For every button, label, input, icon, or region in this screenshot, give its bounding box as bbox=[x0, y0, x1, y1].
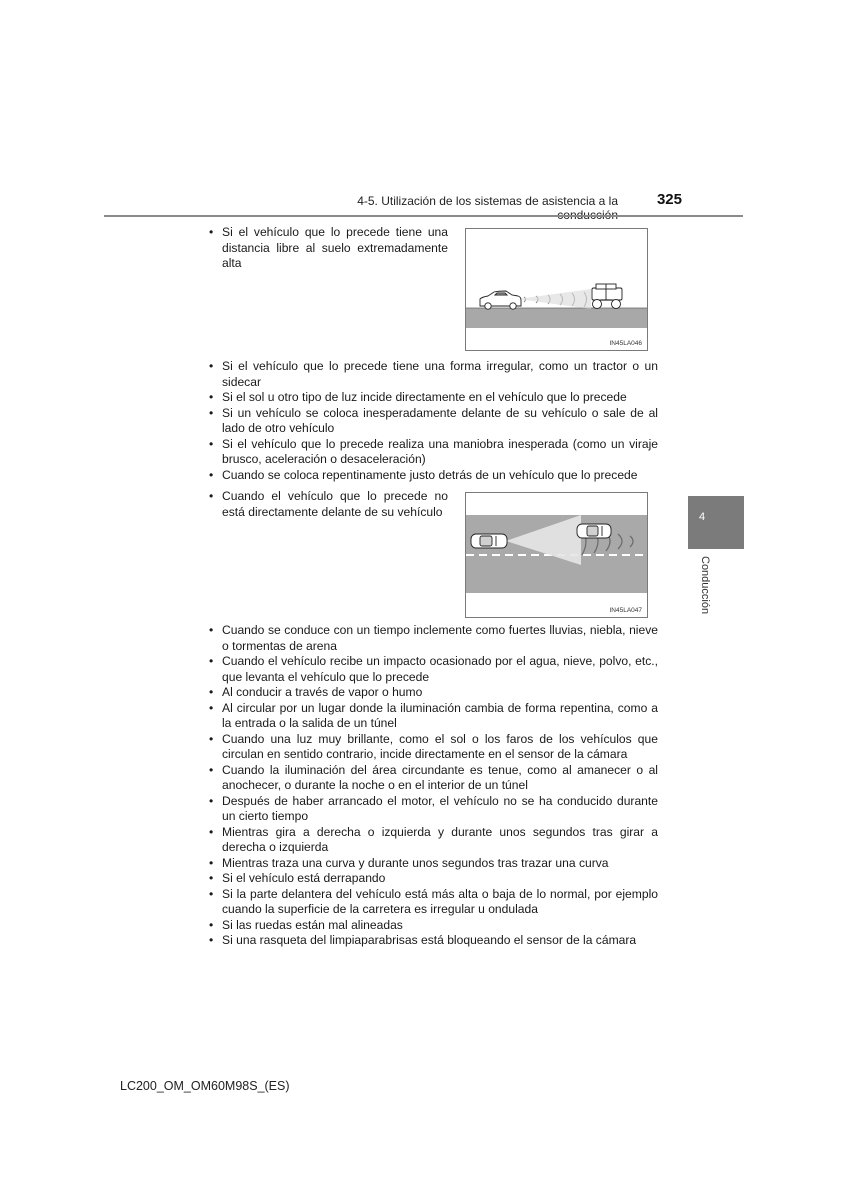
list-item: • Al circular por un lugar donde la iluminación cambia de forma repentina, como a la entrada o la salida de un túnel bbox=[208, 701, 658, 732]
list-item: • Cuando se coloca repentinamente justo detrás de un vehículo que lo precede bbox=[208, 468, 658, 484]
list-item: • Al conducir a través de vapor o humo bbox=[208, 685, 658, 701]
header-rule bbox=[104, 215, 743, 217]
list-item: • Cuando se conduce con un tiempo inclemente como fuertes lluvias, niebla, nieve o tormentas de arena bbox=[208, 623, 658, 654]
document-code: LC200_OM_OM60M98S_(ES) bbox=[120, 1079, 290, 1093]
road-surface bbox=[466, 308, 647, 328]
figure-code: IN45LA046 bbox=[609, 340, 642, 347]
list-item: • Si el vehículo que lo precede tiene una distancia libre al suelo extremadamente alta bbox=[208, 225, 448, 272]
bullet-list-3 bbox=[208, 489, 448, 520]
list-item: • Si el vehículo está derrapando bbox=[208, 871, 658, 887]
list-item: • Cuando el vehículo que lo precede no está directamente delante de su vehículo bbox=[208, 489, 448, 520]
chapter-label: Conducción bbox=[699, 556, 711, 615]
illustration-tall-vehicle bbox=[466, 229, 647, 350]
figure-tall-vehicle bbox=[465, 228, 648, 351]
own-car-icon bbox=[471, 534, 507, 548]
list-item: • Mientras gira a derecha o izquierda y durante unos segundos tras girar a derecha o izquierda bbox=[208, 825, 658, 856]
list-item: • Si la parte delantera del vehículo está más alta o baja de lo normal, por ejemplo cuando la superficie de la carretera es irregular u ondulada bbox=[208, 887, 658, 918]
list-item: • Si una rasqueta del limpiaparabrisas está bloqueando el sensor de la cámara bbox=[208, 933, 658, 949]
page-number: 325 bbox=[656, 191, 682, 208]
bullet-list-1 bbox=[208, 225, 448, 272]
figure-code: IN45LA047 bbox=[609, 607, 642, 614]
preceding-car-icon bbox=[577, 524, 611, 538]
list-item: • Cuando el vehículo recibe un impacto ocasionado por el agua, nieve, polvo, etc., que levanta el vehículo que lo precede bbox=[208, 654, 658, 685]
list-item: • Si las ruedas están mal alineadas bbox=[208, 918, 658, 934]
list-item: • Si el sol u otro tipo de luz incide directamente en el vehículo que lo precede bbox=[208, 390, 658, 406]
list-item: • Si el vehículo que lo precede tiene una forma irregular, como un tractor o un sidecar bbox=[208, 359, 658, 390]
list-item: • Mientras traza una curva y durante unos segundos tras trazar una curva bbox=[208, 856, 658, 872]
tall-vehicle-icon bbox=[592, 284, 622, 309]
section-title: 4-5. Utilización de los sistemas de asistencia a la bbox=[357, 194, 618, 208]
list-item: • Cuando la iluminación del área circundante es tenue, como al amanecer o al anochecer, o durante la noche o en el interior de un túnel bbox=[208, 763, 658, 794]
list-item: • Si un vehículo se coloca inesperadamente delante de su vehículo o sale de al lado de otro vehículo bbox=[208, 406, 658, 437]
bullet-list-4 bbox=[208, 623, 658, 949]
list-item: • Cuando una luz muy brillante, como el sol o los faros de los vehículos que circulan en sentido contrario, incide directamente en el sensor de la cámara bbox=[208, 732, 658, 763]
list-item: • Si el vehículo que lo precede realiza una maniobra inesperada (como un viraje brusco, aceleración o desaceleración) bbox=[208, 437, 658, 468]
chapter-tab bbox=[688, 496, 744, 549]
illustration-offset-vehicle bbox=[466, 493, 647, 617]
own-car-icon bbox=[480, 291, 521, 309]
bullet-list-2 bbox=[208, 359, 658, 483]
list-item: • Después de haber arrancado el motor, el vehículo no se ha conducido durante un cierto tiempo bbox=[208, 794, 658, 825]
chapter-number: 4 bbox=[698, 511, 706, 523]
figure-offset-vehicle bbox=[465, 492, 648, 618]
